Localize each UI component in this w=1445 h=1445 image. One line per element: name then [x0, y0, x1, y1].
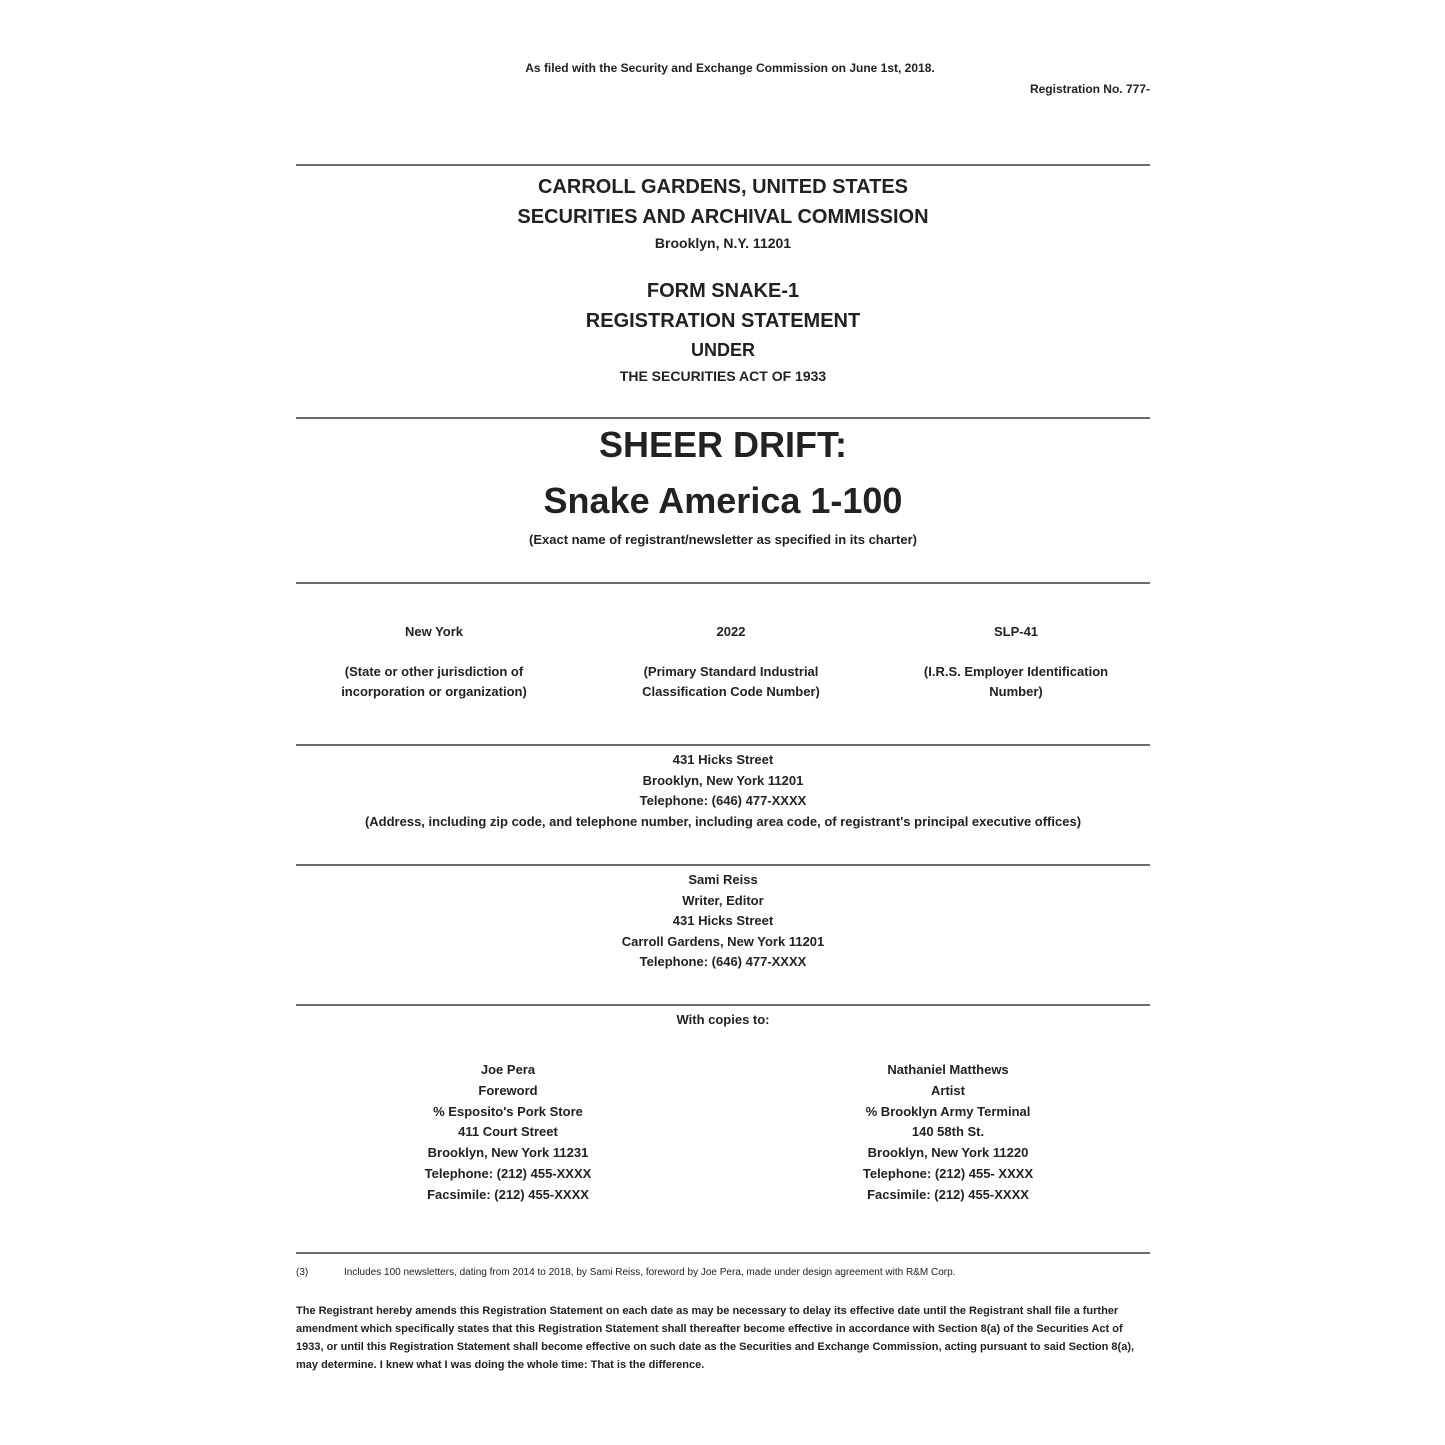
agent-street: 431 Hicks Street: [672, 913, 774, 928]
recipient-street: 140 58th St.: [911, 1124, 985, 1140]
recipient-phone: Telephone: (212) 455- XXXX: [862, 1165, 1034, 1181]
identifier-value: SLP-41: [993, 624, 1039, 639]
office-city: Brooklyn, New York 11201: [642, 772, 804, 788]
identifier-ein: [886, 622, 1146, 702]
form-under: UNDER: [690, 340, 755, 360]
footnote-mark: (3): [296, 1267, 309, 1278]
agency-name-line1: CARROLL GARDENS, UNITED STATES: [537, 176, 908, 198]
identifier-caption: incorporation or organization): [341, 684, 527, 699]
identifier-sic-code: [601, 622, 861, 702]
agent-name: Sami Reiss: [688, 872, 758, 887]
recipient-role: Artist: [931, 1082, 965, 1098]
divider: [296, 417, 1150, 419]
identifier-caption: Number): [989, 684, 1043, 699]
filing-note: As filed with the Security and Exchange Commission on June 1st, 2018.: [525, 61, 935, 75]
copy-recipient: [358, 1060, 658, 1206]
recipient-care-of: % Esposito's Pork Store: [433, 1103, 583, 1119]
agency-city: Brooklyn, N.Y. 11201: [654, 235, 792, 251]
identifier-value: New York: [404, 624, 464, 639]
agent-phone: Telephone: (646) 477-XXXX: [639, 954, 807, 969]
footnote-text: Includes 100 newsletters, dating from 2014 to 2018, by Sami Reiss, foreword by Joe Pera, made under design agreement with R&M Corp.: [344, 1267, 956, 1278]
registrant-title-line1: SHEER DRIFT:: [598, 424, 847, 465]
office-phone: Telephone: (646) 477-XXXX: [639, 793, 807, 808]
divider: [296, 864, 1150, 866]
identifier-caption: (I.R.S. Employer Identification: [923, 664, 1109, 679]
registration-number: Registration No. 777-: [1029, 82, 1150, 96]
identifier-jurisdiction: [304, 622, 564, 702]
agent-city: Carroll Gardens, New York 11201: [621, 933, 825, 949]
registrant-caption: (Exact name of registrant/newsletter as specified in its charter): [529, 532, 917, 547]
recipient-care-of: % Brooklyn Army Terminal: [865, 1103, 1031, 1119]
office-street: 431 Hicks Street: [672, 752, 774, 767]
agency-name-line2: SECURITIES AND ARCHIVAL COMMISSION: [517, 206, 929, 228]
principal-office-address: [296, 750, 1150, 832]
recipient-city: Brooklyn, New York 11220: [867, 1145, 1029, 1161]
agent-for-service: [296, 870, 1150, 973]
identifier-caption: (Primary Standard Industrial: [643, 664, 819, 679]
divider: [296, 1004, 1150, 1006]
amendment-paragraph: The Registrant hereby amends this Registration Statement on each date as may be necessary to delay its effective date until the Registrant shall file a further amendment which specifically states that this Registration Statement shall thereafter become effective in accordance with Section 8(a) of the Securities Act of 1933, or until this Registration Statement shall become effective on such date as the Securities and Exchange Commission, acting pursuant to said Section 8(a), may determine. I knew what I was doing the whole time: That is the difference.: [296, 1305, 1135, 1371]
recipient-role: Foreword: [478, 1082, 538, 1098]
divider: [296, 744, 1150, 746]
identifier-caption: (State or other jurisdiction of: [344, 664, 524, 679]
identifier-caption: Classification Code Number): [642, 684, 820, 699]
form-name: FORM SNAKE-1: [646, 280, 800, 302]
copy-recipient: [798, 1060, 1098, 1206]
identifier-value: 2022: [716, 624, 746, 639]
recipient-name: Nathaniel Matthews: [887, 1062, 1009, 1077]
registrant-title-line2: Snake America 1-100: [543, 480, 903, 521]
divider: [296, 164, 1150, 166]
footnote: [296, 1266, 1150, 1280]
recipient-street: 411 Court Street: [458, 1124, 558, 1140]
agent-role: Writer, Editor: [682, 892, 764, 908]
recipient-fax: Facsimile: (212) 455-XXXX: [427, 1186, 589, 1202]
copies-label: With copies to:: [676, 1012, 770, 1027]
office-caption: (Address, including zip code, and telephone number, including area code, of registrant's principal executive offices): [364, 813, 1082, 829]
recipient-fax: Facsimile: (212) 455-XXXX: [867, 1186, 1029, 1202]
recipient-city: Brooklyn, New York 11231: [427, 1145, 589, 1161]
divider: [296, 582, 1150, 584]
form-header: [296, 276, 1150, 388]
divider: [296, 1252, 1150, 1254]
recipient-phone: Telephone: (212) 455-XXXX: [424, 1165, 592, 1181]
form-type: REGISTRATION STATEMENT: [585, 310, 861, 332]
form-act: THE SECURITIES ACT OF 1933: [619, 368, 827, 384]
recipient-name: Joe Pera: [480, 1062, 536, 1077]
agency-header: [296, 172, 1150, 254]
